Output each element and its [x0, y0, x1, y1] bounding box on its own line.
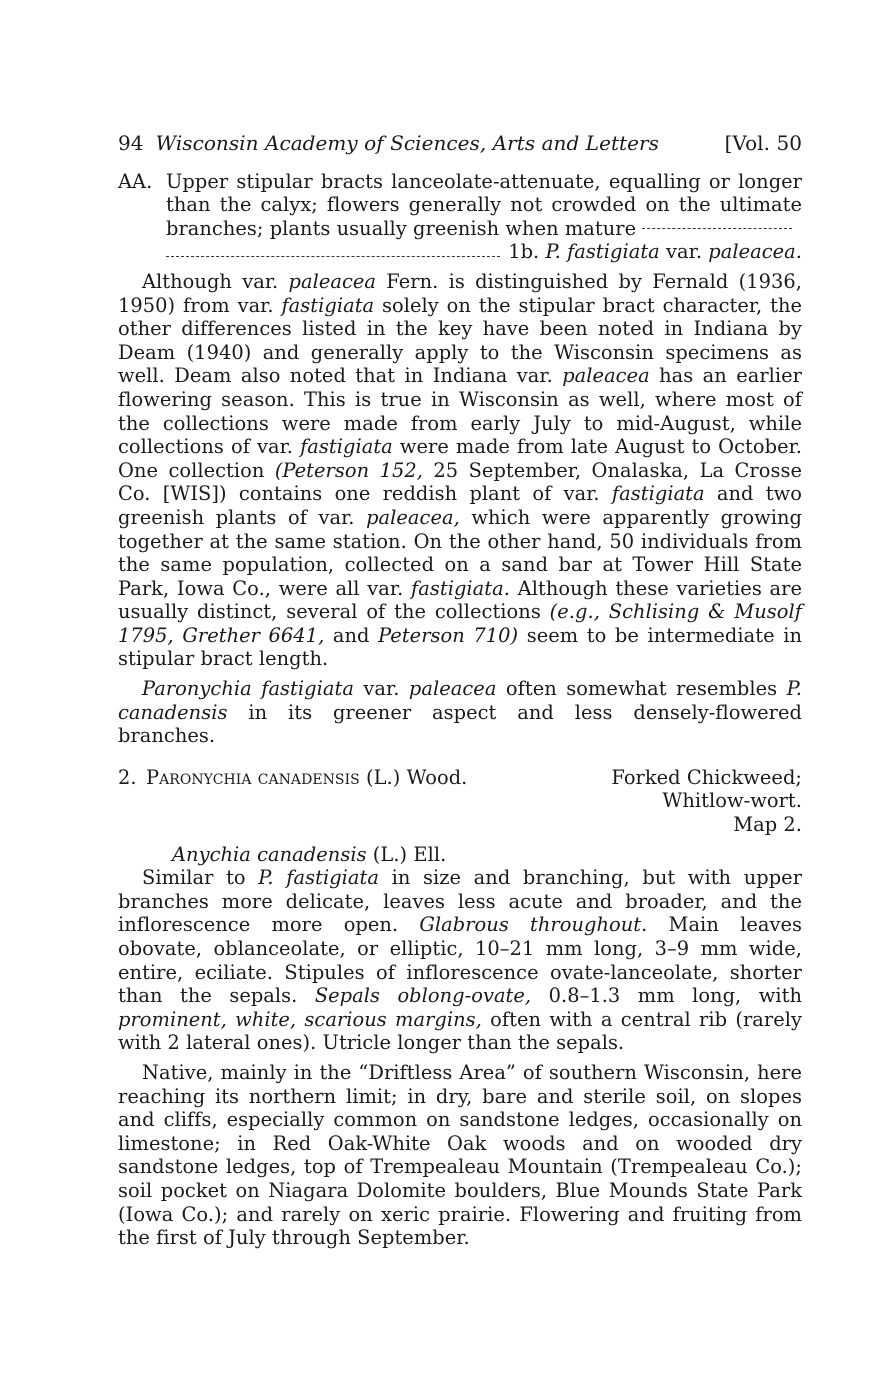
key-result — [166, 240, 802, 264]
page-number: 94 — [118, 131, 144, 155]
paragraph-varieties: Although var. paleacea Fern. is distinguished by Fernald (1936, 1950) from var. fastigiata solely on the stipular bract character, the other differences listed in the key have been noted in Indiana by Deam (1940) and generally apply to the Wisconsin specimens as well. Deam also noted that in Indiana var. paleacea has an earlier flowering season. This is true in Wisconsin as well, where most of the collections were made from early July to mid-August, while collections of var. fastigiata were made from late August to October. One collection (Peterson 152, 25 September, Onalaska, La Crosse Co. [WIS]) contains one reddish plant of var. fastigiata and two greenish plants of var. paleacea, which were apparently growing together at the same station. On the other hand, 50 individuals from the same population, collected on a sand bar at Tower Hill State Park, Iowa Co., were all var. fastigiata. Although these varieties are usually distinct, several of the collections (e.g., Schlising & Musolf 1795, Grether 6641, and Peterson 710) seem to be intermediate in stipular bract length. — [118, 269, 803, 671]
paragraph-resemblance: Paronychia fastigiata var. paleacea often somewhat resembles P. canadensis in its greener aspect and less densely-flowered branches. — [118, 677, 802, 748]
page — [118, 132, 802, 1250]
paragraph-habitat: Native, mainly in the “Driftless Area” of southern Wisconsin, here reaching its northern limit; in dry, bare and sterile soil, on slopes and cliffs, especially common on sandstone ledges, occasionally on limestone; in Red Oak-White Oak woods and on wooded dry sandstone ledges, top of Trempealeau Mountain (Trempealeau Co.); soil pocket on Niagara Dolomite boulders, Blue Mounds State Park (Iowa Co.); and rarely on xeric prairie. Flowering and fruiting from the first of July through September. — [118, 1060, 802, 1250]
key-couplet — [118, 170, 802, 241]
species-number: 2. — [118, 765, 137, 789]
running-title: Wisconsin Academy of Sciences, Arts and Letters — [155, 131, 659, 155]
volume-number: [Vol. 50 — [724, 131, 802, 155]
key-leader-dots — [642, 228, 792, 229]
species-heading — [118, 766, 802, 837]
species-name: Paronychia canadensis — [146, 765, 360, 789]
key-leader-dots-2 — [166, 240, 500, 257]
key-taxon: 1b. P. fastigiata var. paleacea. — [508, 240, 802, 264]
running-header — [118, 132, 802, 156]
common-names: Forked Chickweed; Whitlow-wort. — [611, 765, 802, 813]
species-authority: (L.) Wood. — [359, 765, 468, 789]
synonym: Anychia canadensis (L.) Ell. — [172, 842, 447, 866]
key-text: Upper stipular bracts lanceolate-attenuate, equalling or longer than the calyx; flowers generally not crowded on the ultimate branches; plants usually greenish when mature — [166, 169, 802, 240]
map-reference: Map 2. — [733, 813, 802, 837]
paragraph-description: Similar to P. fastigiata in size and branching, but with upper branches more delicate, leaves less acute and broader, and the inflorescence more open. Glabrous throughout. Main leaves obovate, oblanceolate, or elliptic, 10–21 mm long, 3–9 mm wide, entire, eciliate. Stipules of inflorescence ovate-lanceolate, shorter than the sepals. Sepals oblong-ovate, 0.8–1.3 mm long, with prominent, white, scarious margins, often with a central rib (rarely with 2 lateral ones). Utricle longer than the sepals. — [118, 866, 803, 1055]
key-label: AA. — [118, 169, 153, 193]
